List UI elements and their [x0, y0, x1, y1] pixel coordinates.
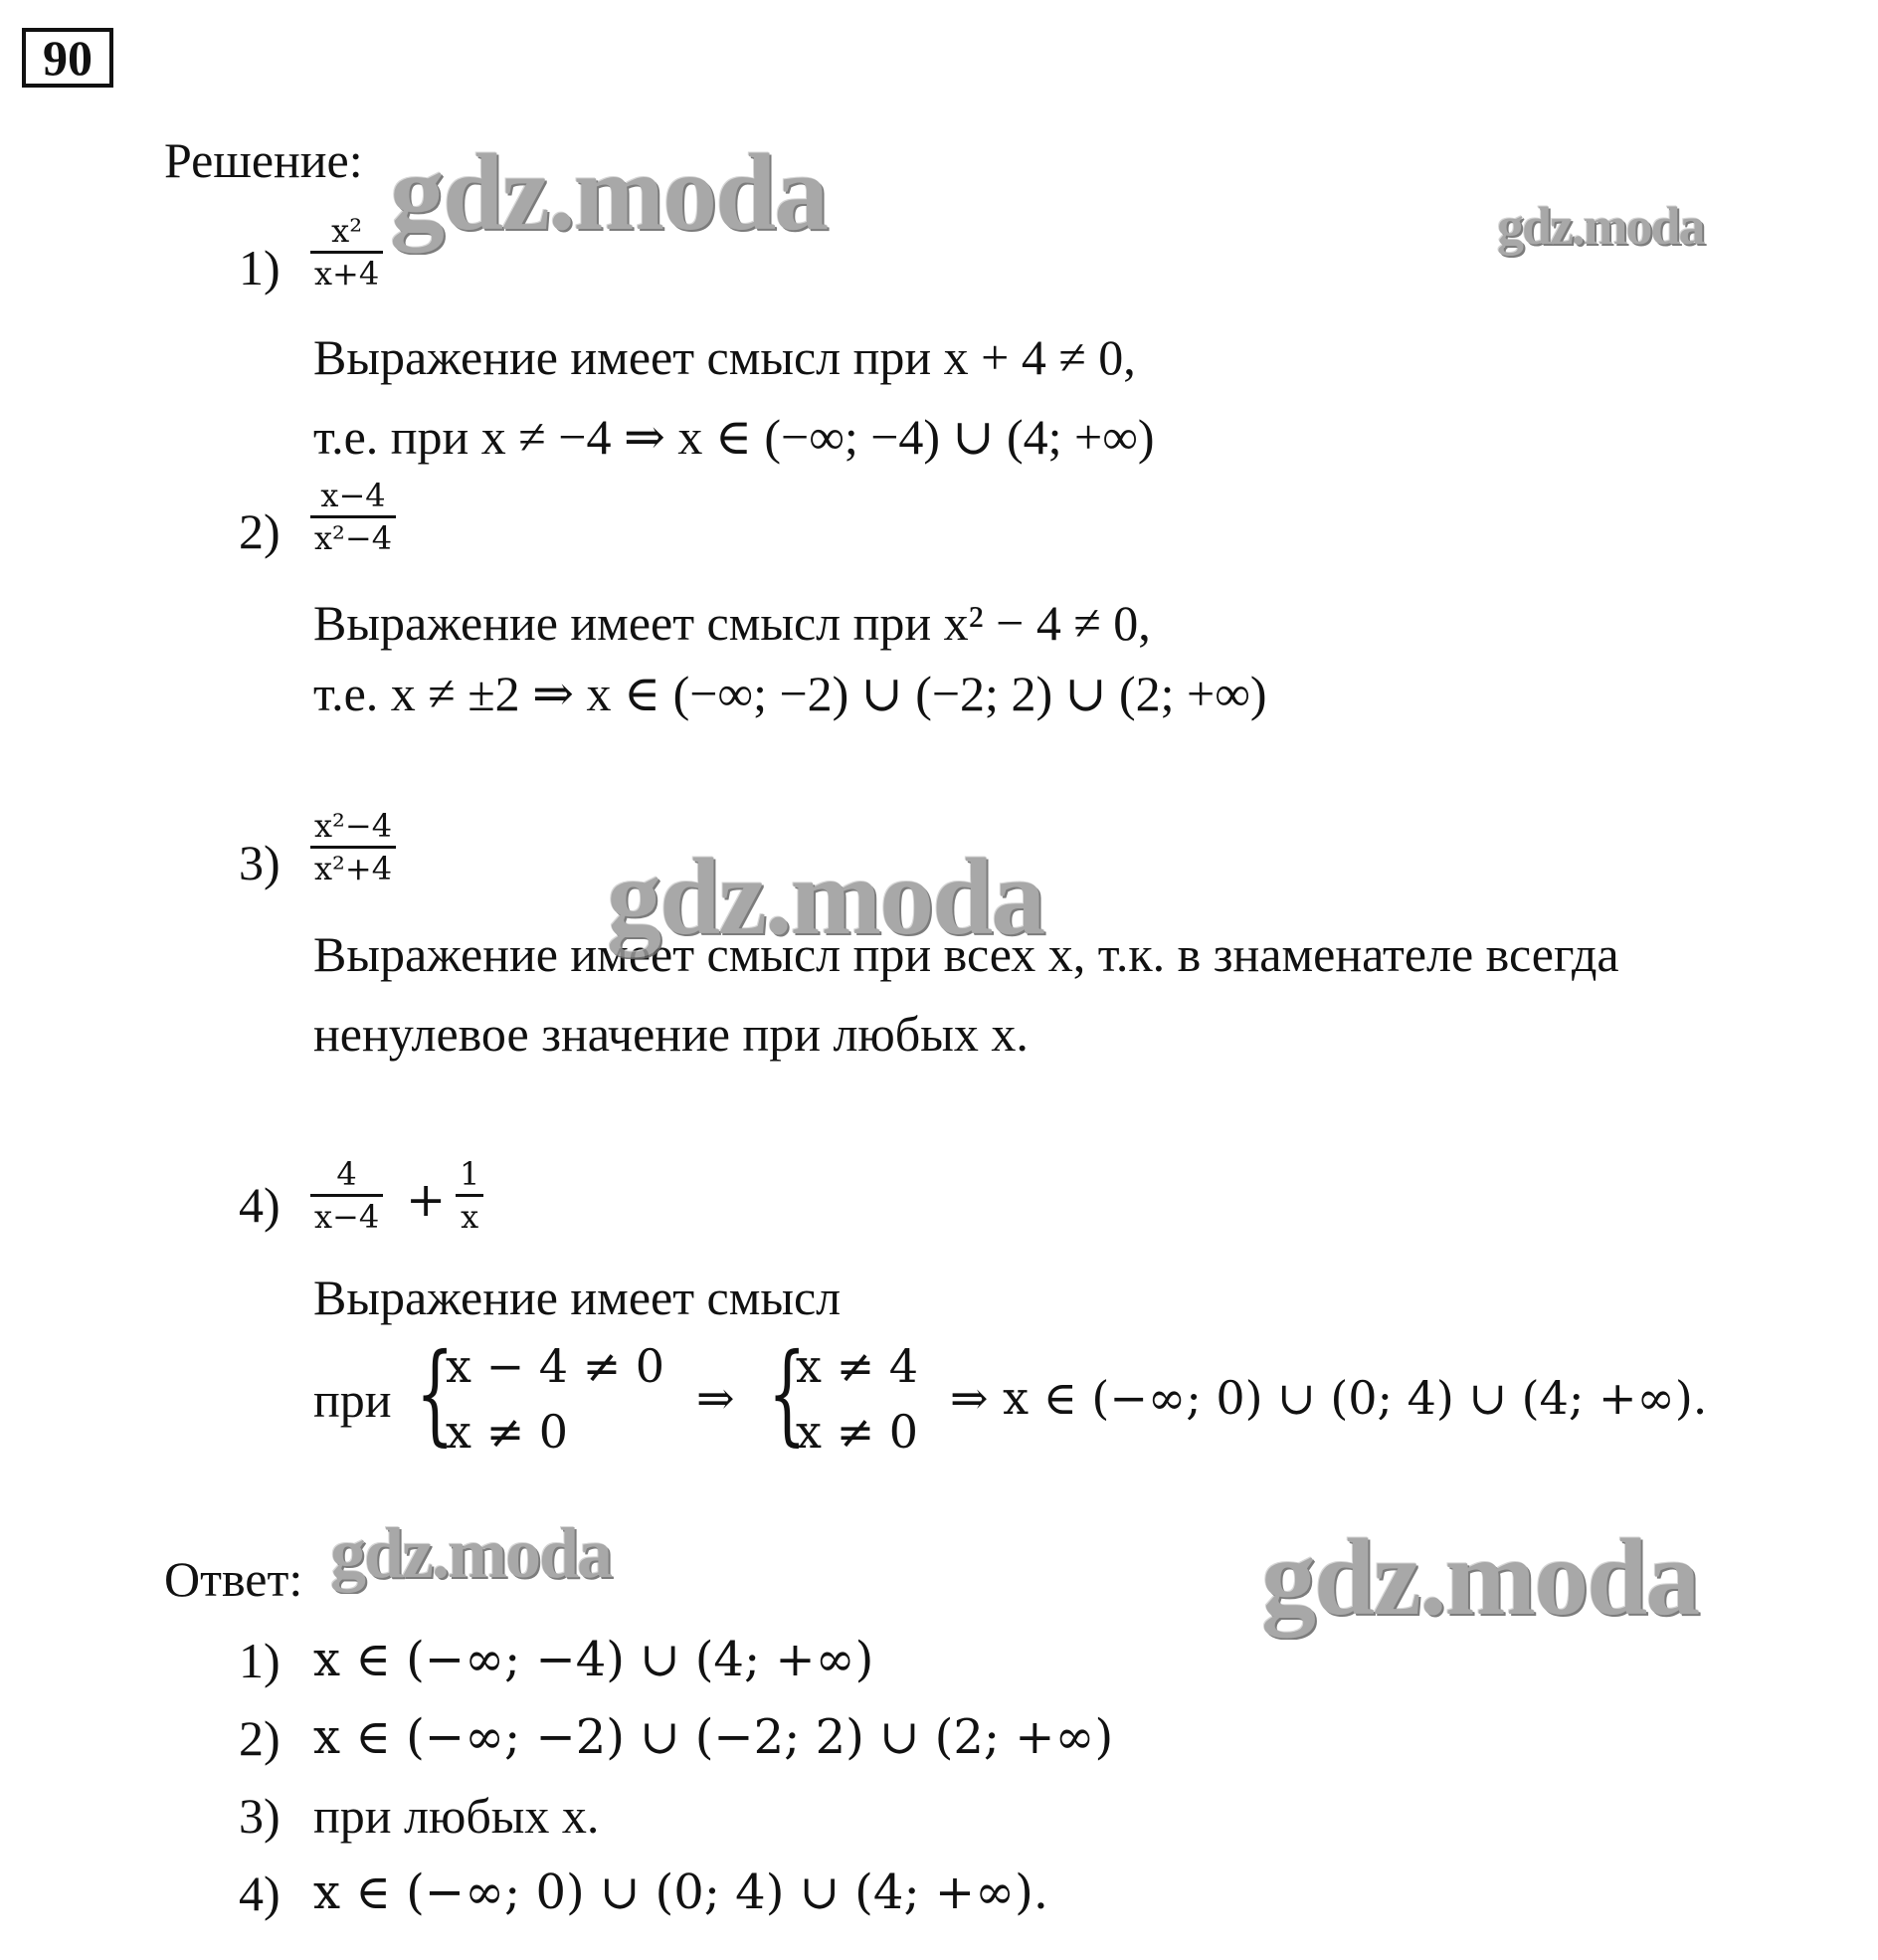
item-4-index: 4)	[239, 1177, 281, 1233]
answer-3-text: при любых x.	[313, 1788, 600, 1844]
watermark-2: gdz.moda	[1497, 196, 1704, 256]
watermark-4: gdz.moda	[330, 1513, 612, 1593]
system-2-line-2: x ≠ 0	[796, 1405, 918, 1459]
item-2-numerator: x−4	[320, 477, 386, 514]
item-3-numerator: x²−4	[314, 807, 393, 845]
watermark-1: gdz.moda	[390, 131, 828, 253]
item-2-index: 2)	[239, 503, 281, 559]
item-3-denominator: x²+4	[310, 846, 396, 888]
item-1-numerator: x²	[331, 212, 363, 250]
item-4-fraction-1	[310, 1154, 383, 1237]
watermark-5: gdz.moda	[1261, 1516, 1699, 1638]
item-1-index: 1)	[239, 240, 281, 295]
system-1-line-1: x − 4 ≠ 0	[446, 1339, 665, 1393]
answer-2-text: x ∈ (−∞; −2) ∪ (−2; 2) ∪ (2; +∞)	[313, 1709, 1114, 1765]
system-1-line-2: x ≠ 0	[446, 1405, 568, 1459]
item-1-line-2: т.е. при x ≠ −4 ⇒ x ∈ (−∞; −4) ∪ (4; +∞)	[313, 409, 1155, 465]
system-2-brace: {	[768, 1329, 807, 1457]
item-1-denominator: x+4	[310, 251, 383, 294]
item-4-plus: +	[406, 1172, 447, 1228]
item-4-fraction-2	[456, 1154, 483, 1237]
answer-label: Ответ:	[164, 1551, 303, 1607]
item-2-line-2: т.е. x ≠ ±2 ⇒ x ∈ (−∞; −2) ∪ (−2; 2) ∪ (2; +∞)	[313, 666, 1267, 721]
item-2-denominator: x²−4	[310, 515, 396, 558]
system-implies: ⇒	[696, 1371, 735, 1425]
answer-4-text: x ∈ (−∞; 0) ∪ (0; 4) ∪ (4; +∞).	[313, 1864, 1049, 1920]
system-2-line-1: x ≠ 4	[796, 1339, 918, 1393]
item-4-frac2-denominator: x	[456, 1194, 483, 1237]
item-4-frac2-numerator: 1	[460, 1155, 480, 1193]
item-1-line-1: Выражение имеет смысл при x + 4 ≠ 0,	[313, 329, 1136, 385]
answer-4-index: 4)	[239, 1865, 281, 1921]
item-2-fraction	[310, 476, 396, 558]
watermark-3: gdz.moda	[607, 836, 1044, 957]
problem-number: 90	[22, 28, 113, 88]
item-4-frac1-numerator: 4	[336, 1155, 357, 1193]
item-2-line-1: Выражение имеет смысл при x² − 4 ≠ 0,	[313, 595, 1151, 651]
system-result: ⇒ x ∈ (−∞; 0) ∪ (0; 4) ∪ (4; +∞).	[950, 1371, 1708, 1425]
system-1-brace: {	[416, 1329, 455, 1457]
item-4-frac1-denominator: x−4	[310, 1194, 383, 1237]
item-3-line-2: ненулевое значение при любых x.	[313, 1006, 1029, 1062]
answer-3-index: 3)	[239, 1788, 281, 1844]
item-3-line-1: Выражение имеет смысл при всех x, т.к. в знаменателе всегда	[313, 926, 1619, 982]
answer-1-index: 1)	[239, 1633, 281, 1688]
system-prefix: при	[313, 1372, 392, 1428]
answer-2-index: 2)	[239, 1710, 281, 1766]
item-3-fraction	[310, 806, 396, 888]
item-1-fraction	[310, 211, 383, 294]
item-3-index: 3)	[239, 835, 281, 890]
item-4-line-1: Выражение имеет смысл	[313, 1270, 842, 1325]
answer-1-text: x ∈ (−∞; −4) ∪ (4; +∞)	[313, 1632, 874, 1687]
solution-label: Решение:	[164, 132, 363, 188]
